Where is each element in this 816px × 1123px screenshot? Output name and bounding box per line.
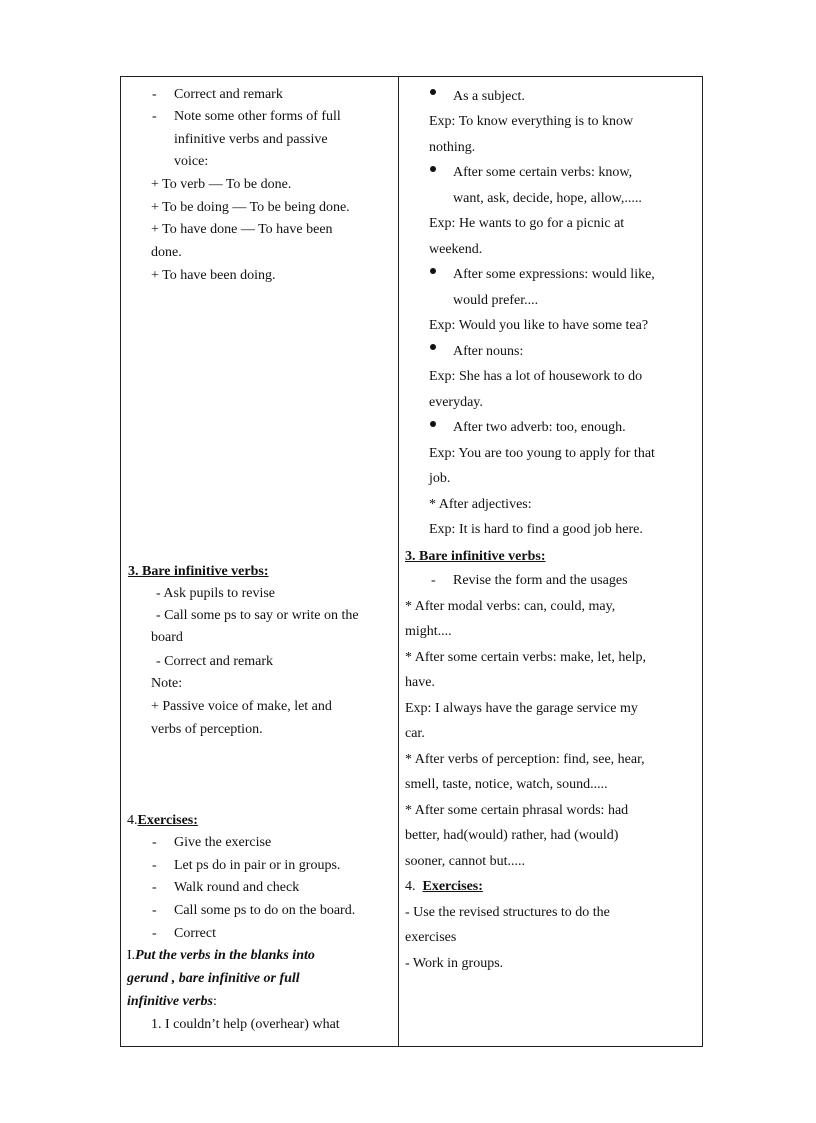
bullet-icon (430, 344, 436, 350)
bullet-icon (430, 89, 436, 95)
bullet-icon (430, 166, 436, 172)
usage-line: * After verbs of perception: find, see, hear, (405, 752, 645, 767)
section-heading: 3. Bare infinitive verbs: (128, 564, 269, 579)
task-text: Put the verbs in the blanks into (135, 948, 315, 963)
list-item: - Call some ps to do on the board. (174, 902, 355, 920)
task-line: gerund , bare infinitive or full (127, 971, 300, 986)
list-item: - Give the exercise (174, 834, 271, 852)
list-item: - Walk round and check (174, 879, 299, 897)
usage-line: * After some certain verbs: make, let, help, (405, 650, 647, 665)
example-line: Exp: I always have the garage service my (405, 701, 638, 716)
list-item: - Correct and remark (156, 654, 273, 669)
section-heading: 3. Bare infinitive verbs: (405, 549, 546, 564)
usage-line: After some expressions: would like, (453, 267, 655, 282)
list-item: - Correct and remark (174, 86, 283, 104)
task-colon: : (212, 994, 217, 1009)
usage-line: * After adjectives: (429, 497, 532, 512)
usage-line: * After some certain phrasal words: had (405, 803, 629, 818)
form-line: + To be doing — To be being done. (151, 200, 350, 215)
example-line: Exp: It is hard to find a good job here. (429, 522, 643, 537)
usage-line: As a subject. (453, 89, 525, 104)
form-line: + To have done — To have been (151, 222, 333, 237)
section-heading (405, 878, 483, 896)
example-line: nothing. (429, 140, 476, 155)
usage-line: After two adverb: too, enough. (453, 420, 626, 435)
usage-line: After some certain verbs: know, (453, 165, 633, 180)
usage-line: would prefer.... (453, 293, 539, 308)
list-item: - Correct (174, 925, 216, 943)
usage-line: exercises (405, 930, 457, 945)
usage-line: want, ask, decide, hope, allow,..... (453, 191, 642, 206)
note-line: verbs of perception. (151, 722, 263, 737)
example-line: everyday. (429, 395, 483, 410)
bullet-icon (430, 421, 436, 427)
list-item: - Let ps do in pair or in groups. (174, 857, 340, 875)
usage-line: * After modal verbs: can, could, may, (405, 599, 616, 614)
usage-line: have. (405, 675, 435, 690)
list-item: - Call some ps to say or write on the (156, 608, 359, 623)
list-item: - Ask pupils to revise (156, 586, 275, 601)
form-line: done. (151, 245, 182, 260)
list-item-continued: board (151, 630, 183, 645)
form-line: + To have been doing. (151, 268, 276, 283)
example-line: Exp: To know everything is to know (429, 114, 634, 129)
section-title: Exercises: (422, 879, 483, 894)
example-line: Exp: You are too young to apply for that (429, 446, 655, 461)
section-heading (127, 812, 198, 830)
usage-line: might.... (405, 624, 452, 639)
example-line: Exp: She has a lot of housework to do (429, 369, 643, 384)
task-prefix: I. (127, 948, 136, 963)
example-line: Exp: Would you like to have some tea? (429, 318, 649, 333)
section-number: 4. (405, 879, 416, 894)
example-line: car. (405, 726, 425, 741)
usage-line: sooner, cannot but..... (405, 854, 525, 869)
list-item: - Note some other forms of full (174, 108, 390, 126)
note-line: + Passive voice of make, let and (151, 699, 332, 714)
section-title: Exercises: (137, 813, 198, 828)
list-item-continued: voice: (174, 154, 209, 169)
usage-line: - Work in groups. (405, 956, 504, 971)
list-item-continued: infinitive verbs and passive (174, 132, 328, 147)
section-number: 4. (127, 813, 138, 828)
example-line: job. (429, 471, 451, 486)
bullet-icon (430, 268, 436, 274)
note-label: Note: (151, 676, 183, 691)
question-line: 1. I couldn’t help (overhear) what (151, 1017, 340, 1032)
usage-line: - Use the revised structures to do the (405, 905, 610, 920)
usage-line: better, had(would) rather, had (would) (405, 828, 619, 843)
list-item: - Revise the form and the usages (453, 572, 628, 590)
task-line: infinitive verbs: (127, 994, 217, 1009)
form-line: + To verb — To be done. (151, 177, 292, 192)
usage-line: smell, taste, notice, watch, sound..... (405, 777, 608, 792)
usage-line: After nouns: (453, 344, 524, 359)
task-line (127, 947, 390, 965)
example-line: weekend. (429, 242, 483, 257)
example-line: Exp: He wants to go for a picnic at (429, 216, 625, 231)
column-divider (398, 76, 399, 1047)
